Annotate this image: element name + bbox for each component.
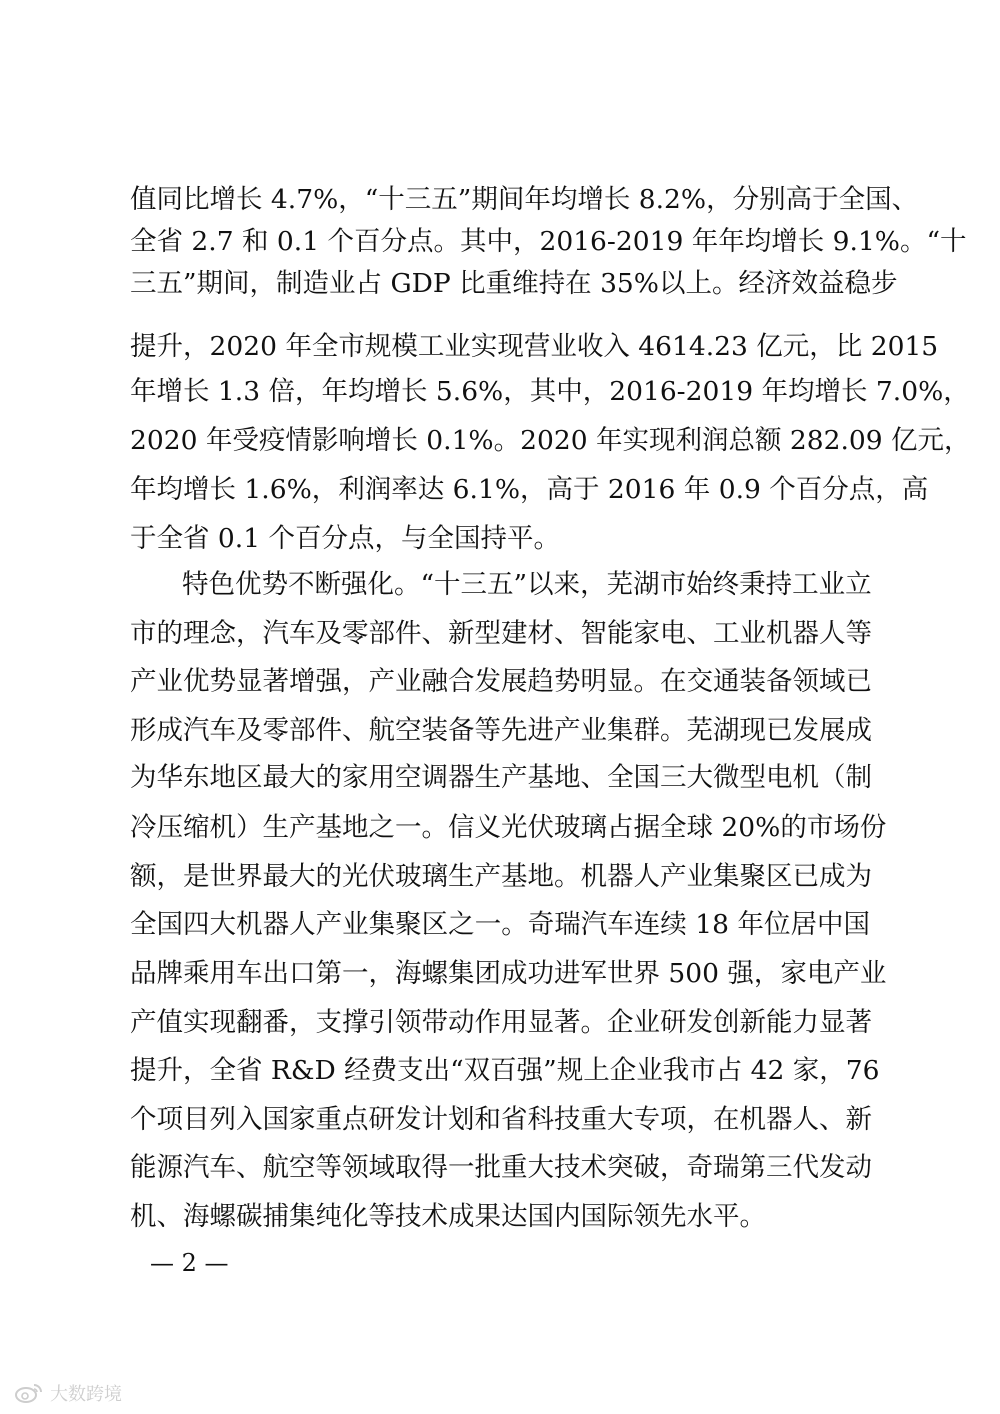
- text-line: 冷压缩机）生产基地之一。信义光伏玻璃占据全球 20%的市场份: [130, 812, 887, 843]
- watermark: [14, 1380, 122, 1406]
- text-line: 市的理念，汽车及零部件、新型建材、智能家电、工业机器人等: [130, 618, 872, 649]
- text-line: 机、海螺碳捕集纯化等技术成果达国内国际领先水平。: [130, 1201, 766, 1232]
- text-line: 提升，全省 R&D 经费支出“双百强”规上企业我市占 42 家，76: [130, 1055, 880, 1086]
- text-line: 三五”期间，制造业占 GDP 比重维持在 35%以上。经济效益稳步: [130, 268, 898, 299]
- weibo-logo-icon: [14, 1382, 44, 1404]
- watermark-text: 大数跨境: [50, 1384, 122, 1405]
- text-line: 产业优势显著增强，产业融合发展趋势明显。在交通装备领域已: [130, 666, 872, 697]
- text-line: 值同比增长 4.7%，“十三五”期间年均增长 8.2%，分别高于全国、: [130, 184, 919, 215]
- text-line: 产值实现翻番，支撑引领带动作用显著。企业研发创新能力显著: [130, 1007, 872, 1038]
- paragraph-first-line: 特色优势不断强化。“十三五”以来，芜湖市始终秉持工业立: [182, 569, 872, 600]
- text-line: 全省 2.7 和 0.1 个百分点。其中，2016-2019 年年均增长 9.1%。“十: [130, 226, 967, 257]
- text-line: 额，是世界最大的光伏玻璃生产基地。机器人产业集聚区已成为: [130, 861, 872, 892]
- text-line: 于全省 0.1 个百分点，与全国持平。: [130, 523, 560, 554]
- text-line: 2020 年受疫情影响增长 0.1%。2020 年实现利润总额 282.09 亿元，: [130, 425, 971, 456]
- text-line: 全国四大机器人产业集聚区之一。奇瑞汽车连续 18 年位居中国: [130, 909, 870, 940]
- text-line: 年均增长 1.6%，利润率达 6.1%，高于 2016 年 0.9 个百分点，高: [130, 474, 929, 505]
- page-number: — 2 —: [150, 1249, 229, 1277]
- text-line: 为华东地区最大的家用空调器生产基地、全国三大微型电机（制: [130, 762, 872, 793]
- text-line: 提升，2020 年全市规模工业实现营业收入 4614.23 亿元，比 2015: [130, 331, 939, 362]
- text-line: 个项目列入国家重点研发计划和省科技重大专项，在机器人、新: [130, 1104, 872, 1135]
- text-line: 品牌乘用车出口第一，海螺集团成功进军世界 500 强，家电产业: [130, 958, 887, 989]
- text-line: 能源汽车、航空等领域取得一批重大技术突破，奇瑞第三代发动: [130, 1152, 872, 1183]
- text-line: 年增长 1.3 倍，年均增长 5.6%，其中，2016-2019 年均增长 7.0%，: [130, 376, 970, 407]
- text-line: 形成汽车及零部件、航空装备等先进产业集群。芜湖现已发展成: [130, 715, 872, 746]
